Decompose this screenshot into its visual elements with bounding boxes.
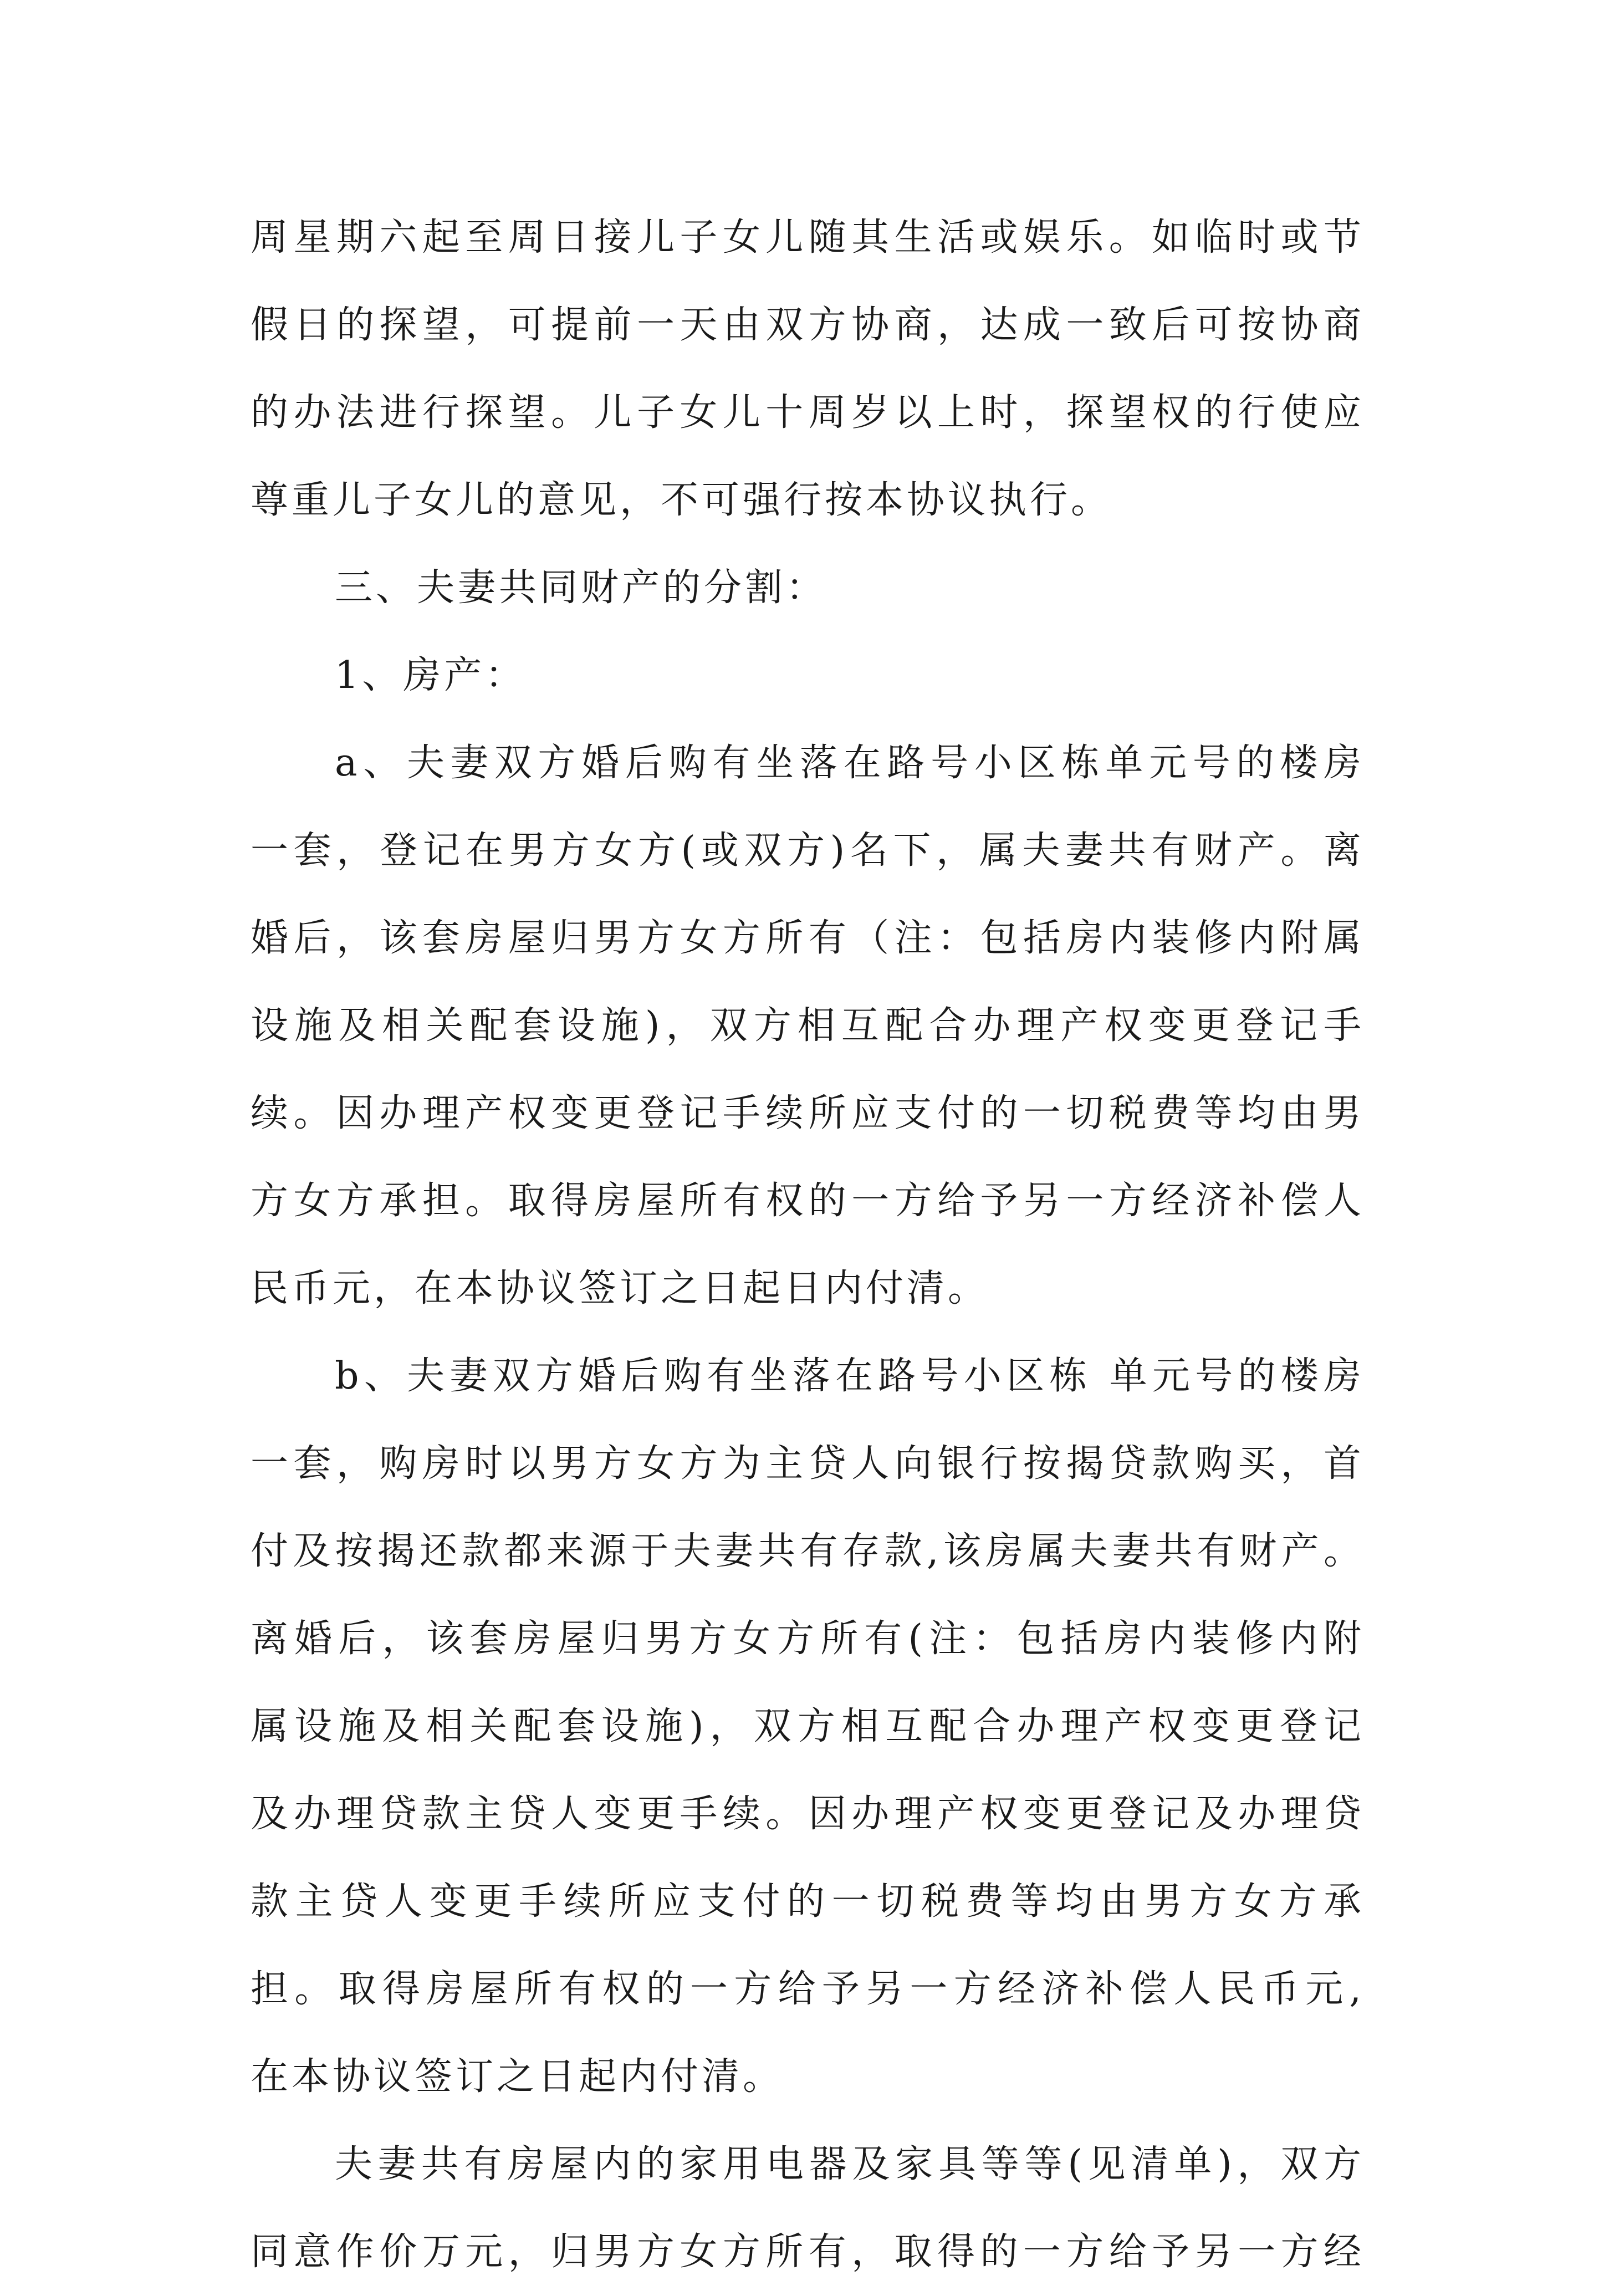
paragraph-line: 民币元，在本协议签订之日起日内付清。 xyxy=(251,1267,989,1310)
paragraph-line: 周星期六起至周日接儿子女儿随其生活或娱乐。如临时或节 xyxy=(251,216,1365,259)
section-heading: 三、夫妻共同财产的分割： xyxy=(335,566,827,610)
paragraph-line: 一套，购房时以男方女方为主贷人向银行按揭贷款购买，首 xyxy=(251,1442,1365,1486)
paragraph-line: 一套，登记在男方女方(或双方)名下，属夫妻共有财产。离 xyxy=(251,829,1365,873)
paragraph-line: 离婚后，该套房屋归男方女方所有(注：包括房内装修内附 xyxy=(251,1617,1365,1661)
document-body xyxy=(251,194,1365,2296)
paragraph-line: 同意作价万元，归男方女方所有，取得的一方给予另一方经 xyxy=(251,2230,1365,2274)
paragraph-line: 尊重儿子女儿的意见，不可强行按本协议执行。 xyxy=(251,478,1112,522)
paragraph-line: 属设施及相关配套设施)，双方相互配合办理产权变更登记 xyxy=(251,1705,1365,1748)
paragraph-line: 付及按揭还款都来源于夫妻共有存款,该房属夫妻共有财产。 xyxy=(251,1529,1365,1573)
paragraph-line: 担。取得房屋所有权的一方给予另一方经济补偿人民币元, xyxy=(251,1967,1365,2011)
paragraph-line: 夫妻共有房屋内的家用电器及家具等等(见清单)，双方 xyxy=(335,2142,1365,2186)
subsection-heading: 1、房产： xyxy=(335,654,527,697)
paragraph-line: 婚后，该套房屋归男方女方所有（注：包括房内装修内附属 xyxy=(251,916,1365,960)
paragraph-line: 的办法进行探望。儿子女儿十周岁以上时，探望权的行使应 xyxy=(251,391,1365,435)
paragraph-line: 续。因办理产权变更登记手续所应支付的一切税费等均由男 xyxy=(251,1091,1365,1135)
paragraph-line: 假日的探望，可提前一天由双方协商，达成一致后可按协商 xyxy=(251,303,1365,347)
paragraph-line: 方女方承担。取得房屋所有权的一方给予另一方经济补偿人 xyxy=(251,1179,1365,1223)
paragraph-line: 款主贷人变更手续所应支付的一切税费等均由男方女方承 xyxy=(251,1880,1365,1923)
paragraph-line: 及办理贷款主贷人变更手续。因办理产权变更登记及办理贷 xyxy=(251,1792,1365,1836)
paragraph-line: 在本协议签订之日起内付清。 xyxy=(251,2055,784,2099)
paragraph-line: a、夫妻双方婚后购有坐落在路号小区栋单元号的楼房 xyxy=(335,741,1365,785)
paragraph-line: b、夫妻双方婚后购有坐落在路号小区栋 单元号的楼房 xyxy=(335,1354,1365,1398)
paragraph-line: 设施及相关配套设施)，双方相互配合办理产权变更登记手 xyxy=(251,1004,1365,1048)
